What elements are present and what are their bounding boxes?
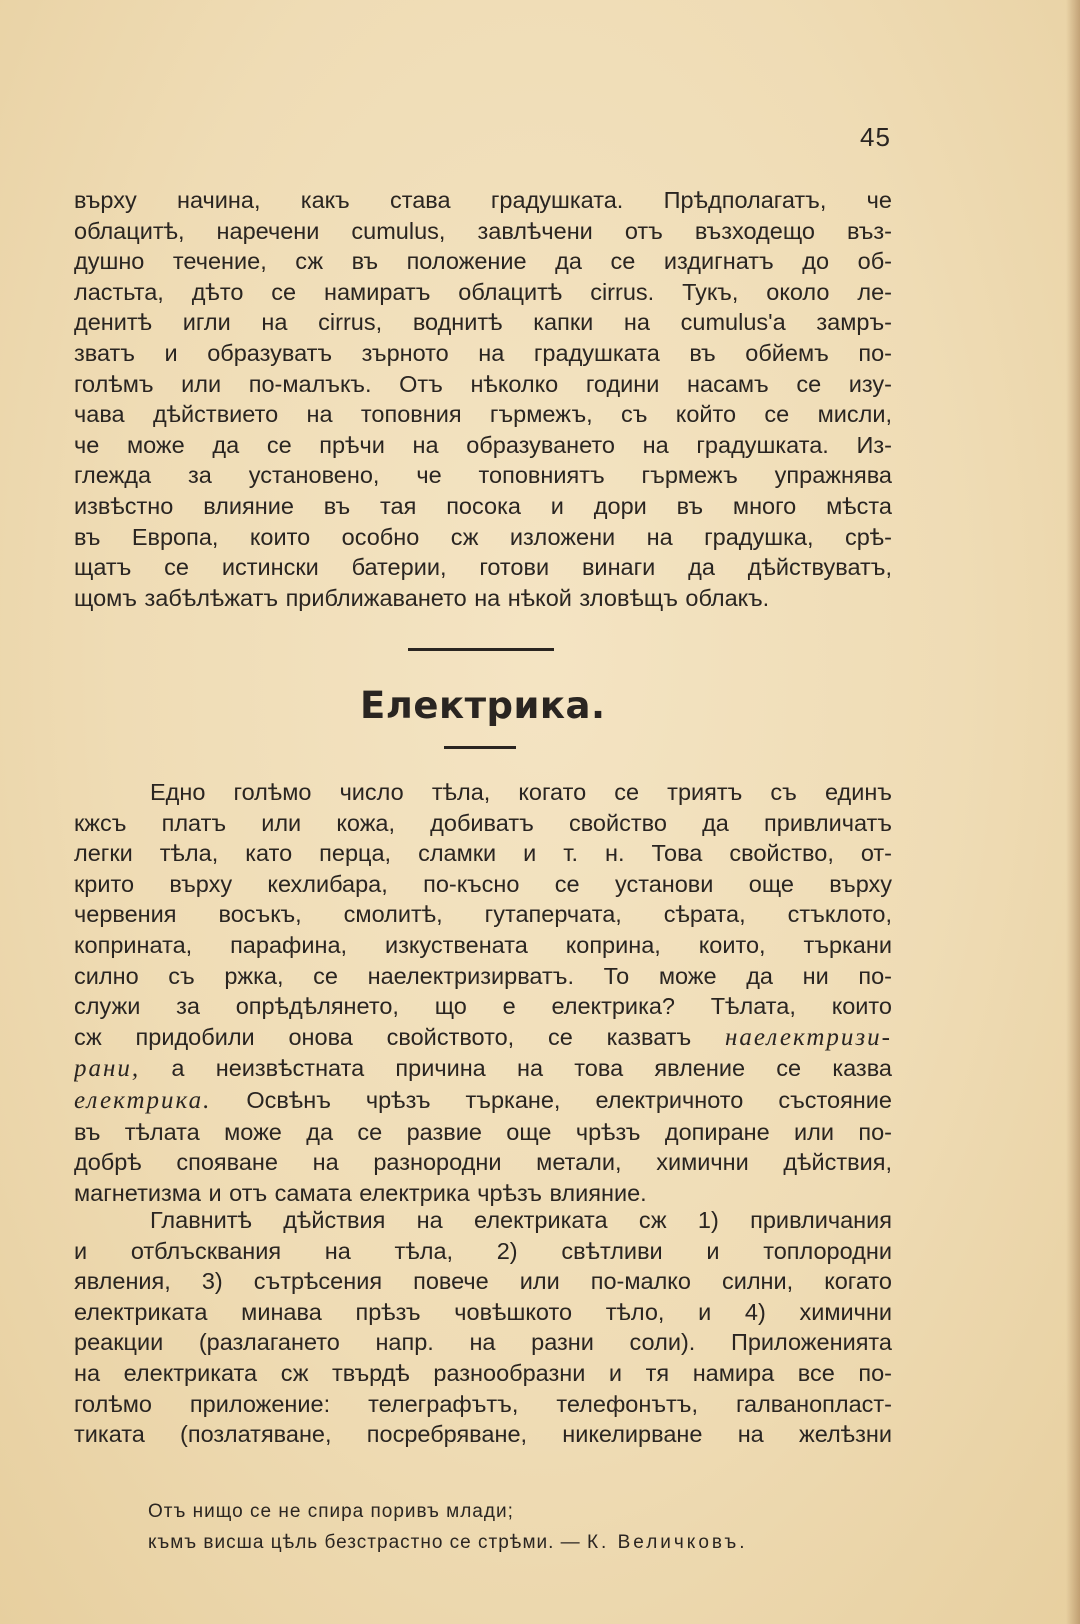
text-line: кжсъ платъ или кожа, добиватъ свойство да привличатъ <box>74 809 892 836</box>
page-number: 45 <box>860 122 891 152</box>
text-line: въ тѣлата може да се развие още чрѣзъ допиране или по- <box>74 1118 892 1145</box>
text-line: голѣмо приложение: телеграфътъ, телефонътъ, галванопласт- <box>74 1390 892 1417</box>
text-line: на електриката сж твърдѣ разнообразни и тя намира все по- <box>74 1359 892 1386</box>
text-line: въ Европа, които особно сж изложени на градушка, срѣ- <box>74 523 892 550</box>
section-divider-bottom <box>444 746 516 749</box>
text-line: душно течение, сж въ положение да се издигнатъ до об- <box>74 248 892 275</box>
text-run: Освѣнъ чрѣзъ търкане, електричното състояние <box>211 1086 892 1113</box>
text-line: коприната, парафина, изкуствената коприна, които, търкани <box>74 931 892 958</box>
text-line: денитѣ игли на cirrus, воднитѣ капки на cumulus'а замръ- <box>74 309 892 336</box>
text-line: крито върху кехлибара, по-късно се установи още върху <box>74 870 892 897</box>
electricity-paragraph-2 <box>74 1205 892 1450</box>
page-edge-shadow <box>1066 0 1080 1624</box>
text-run: а неизвѣстната причина на това явление се казва <box>140 1055 892 1082</box>
text-line: служи за опрѣдѣлянето, що е електрика? Тѣлата, които <box>74 993 892 1020</box>
text-line: облацитѣ, наречени cumulus, завлѣчени отъ възходещо въз- <box>74 217 892 244</box>
epigraph-text: къмъ висша цѣль безстрастно се стрѣми. — <box>148 1532 581 1553</box>
hail-paragraph <box>74 185 892 613</box>
epigraph-author: К. Величковъ. <box>586 1532 748 1553</box>
italic-term: наелектризи- <box>725 1023 892 1051</box>
epigraph-line <box>148 1527 748 1558</box>
italic-term: рани, <box>74 1055 141 1083</box>
text-line: ластьта, дѣто се намиратъ облацитѣ cirrus. Тукъ, около ле- <box>74 278 892 305</box>
section-divider-top <box>408 648 554 651</box>
electricity-paragraph-1 <box>74 777 892 1208</box>
epigraph <box>148 1496 748 1558</box>
text-line: извѣстно влияние въ тая посока и дори въ много мѣста <box>74 492 892 519</box>
text-line: реакции (разлагането напр. на разни соли). Приложенията <box>74 1329 892 1356</box>
text-line: добрѣ спояване на разнородни метали, химични дѣйствия, <box>74 1149 892 1176</box>
text-line: голѣмъ или по-малъкъ. Отъ нѣколко години насамъ се изу- <box>74 370 892 397</box>
section-title: Електрика. <box>360 684 606 727</box>
text-line: и отблъсквания на тѣла, 2) свѣтливи и топлородни <box>74 1237 892 1264</box>
text-line: магнетизма и отъ самата електрика чрѣзъ влияние. <box>74 1179 647 1206</box>
text-line: чава дѣйствието на топовния гърмежъ, съ който се мисли, <box>74 401 892 428</box>
text-line: силно съ ржка, се наелектризирватъ. То може да ни по- <box>74 962 892 989</box>
text-line: явления, 3) сътрѣсения повече или по-малко силни, когато <box>74 1268 892 1295</box>
text-line: зватъ и образуватъ зърното на градушката въ обйемъ по- <box>74 339 892 366</box>
text-line: електриката минава прѣзъ човѣшкото тѣло, и 4) химични <box>74 1298 892 1325</box>
text-line: Главнитѣ дѣйствия на електриката сж 1) привличания <box>150 1207 892 1233</box>
text-line: върху начина, какъ става градушката. Прѣдполагатъ, че <box>74 187 892 213</box>
text-line <box>74 1085 892 1117</box>
italic-term: електрика. <box>74 1086 212 1114</box>
text-line: Едно голѣмо число тѣла, когато се триятъ съ единъ <box>150 779 892 805</box>
epigraph-line: Отъ нищо се не спира поривъ млади; <box>148 1501 514 1522</box>
text-line: тиката (позлатяване, посребряване, никелирване на желѣзни <box>74 1421 892 1448</box>
text-line <box>74 1053 892 1085</box>
text-line: че може да се прѣчи на образуването на градушката. Из- <box>74 431 892 458</box>
text-line: щомъ забѣлѣжатъ приближаването на нѣкой зловѣщъ облакъ. <box>74 584 770 611</box>
text-line: щатъ се истински батерии, готови винаги да дѣйствуватъ, <box>74 554 892 581</box>
text-line: легки тѣла, като перца, сламки и т. н. Това свойство, от- <box>74 840 892 867</box>
text-run: сж придобили онова свойството, се казватъ <box>74 1023 725 1050</box>
text-line: глежда за установено, че топовниятъ гърмежъ упражнява <box>74 462 892 489</box>
text-line: червения восъкъ, смолитѣ, гутаперчата, сѣрата, стъклото, <box>74 901 892 928</box>
text-line <box>74 1022 892 1054</box>
